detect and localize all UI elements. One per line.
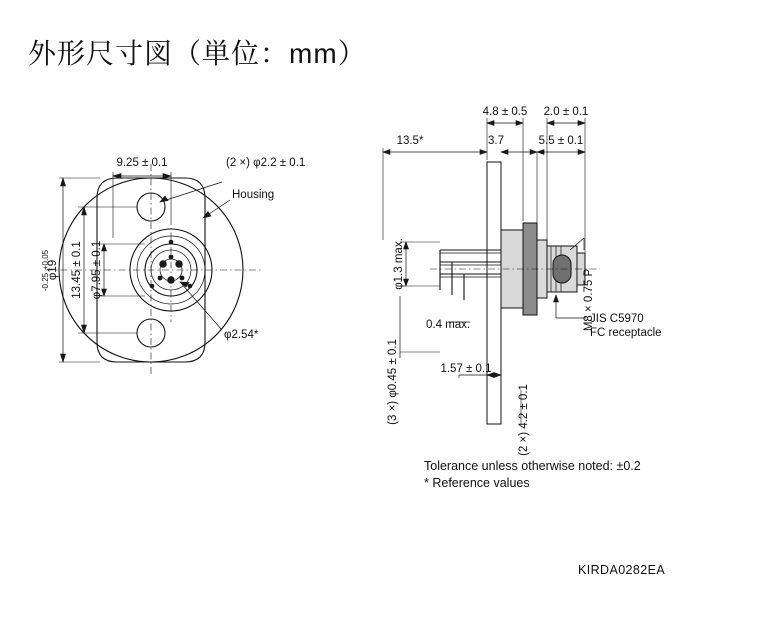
label-receptacle-line1: JIS C5970 (590, 313, 644, 325)
dim-outer-diameter-tol-upper: +0.05 (41, 249, 50, 271)
dim-inner-circle-text: φ7.95 ± 0.1 (91, 240, 103, 300)
dim-barrel-length-text: 5.5 ± 0.1 (538, 135, 584, 147)
dim-receptacle-length (544, 106, 589, 252)
dim-pin-pitch-text: φ2.54* (224, 329, 259, 341)
dim-receptacle-length-text: 2.0 ± 0.1 (543, 106, 589, 118)
side-view-group (383, 106, 662, 456)
dim-width-top (113, 157, 171, 238)
dim-pin-flat (426, 319, 470, 331)
dim-lead-diameter-text: φ1.3 max. (393, 238, 405, 290)
dim-pin-diameter (387, 296, 440, 425)
label-thread-text: M8 × 0.75 P (583, 268, 595, 332)
label-housing (203, 189, 274, 218)
dim-pin-diameter-text: (3 ×) φ0.45 ± 0.1 (387, 339, 399, 425)
label-housing-text: Housing (232, 189, 275, 201)
dim-pcd-text: 13.45 ± 0.1 (71, 241, 83, 299)
label-receptacle-line2: FC receptacle (590, 327, 662, 339)
page-title: 外形尺寸図（単位：mm） (28, 38, 367, 69)
dim-mount-holes (518, 384, 530, 456)
dim-lead-length-text: 13.5* (396, 135, 424, 147)
note-reference: * Reference values (424, 476, 530, 490)
dim-pin-flat-text: 0.4 max. (426, 319, 471, 331)
dim-barrel-length (537, 135, 585, 155)
note-tolerance: Tolerance unless otherwise noted: ±0.2 (424, 459, 641, 473)
dim-body-length-text: 3.7 (488, 135, 504, 147)
dim-flange-thickness-text: 4.8 ± 0.5 (482, 106, 528, 118)
dim-width-top-text: 9.25 ± 0.1 (116, 157, 168, 169)
dim-outer-diameter-tol-lower: -0.25 (41, 272, 50, 292)
dim-mount-holes-text: (2 ×) 4.2 ± 0.1 (518, 384, 530, 456)
dim-lead-diameter (393, 238, 440, 290)
dim-outer-diameter-text: φ19 (47, 259, 59, 281)
document-code: KIRDA0282EA (578, 563, 666, 577)
dim-lead-length (383, 135, 487, 240)
front-view-group (41, 157, 305, 376)
label-receptacle (554, 295, 662, 339)
notes-block (424, 458, 641, 492)
dim-flange-width-text: 1.57 ± 0.1 (440, 363, 492, 375)
dim-mounting-holes-text: (2 ×) φ2.2 ± 0.1 (226, 157, 306, 169)
dimensional-drawing (0, 90, 781, 510)
